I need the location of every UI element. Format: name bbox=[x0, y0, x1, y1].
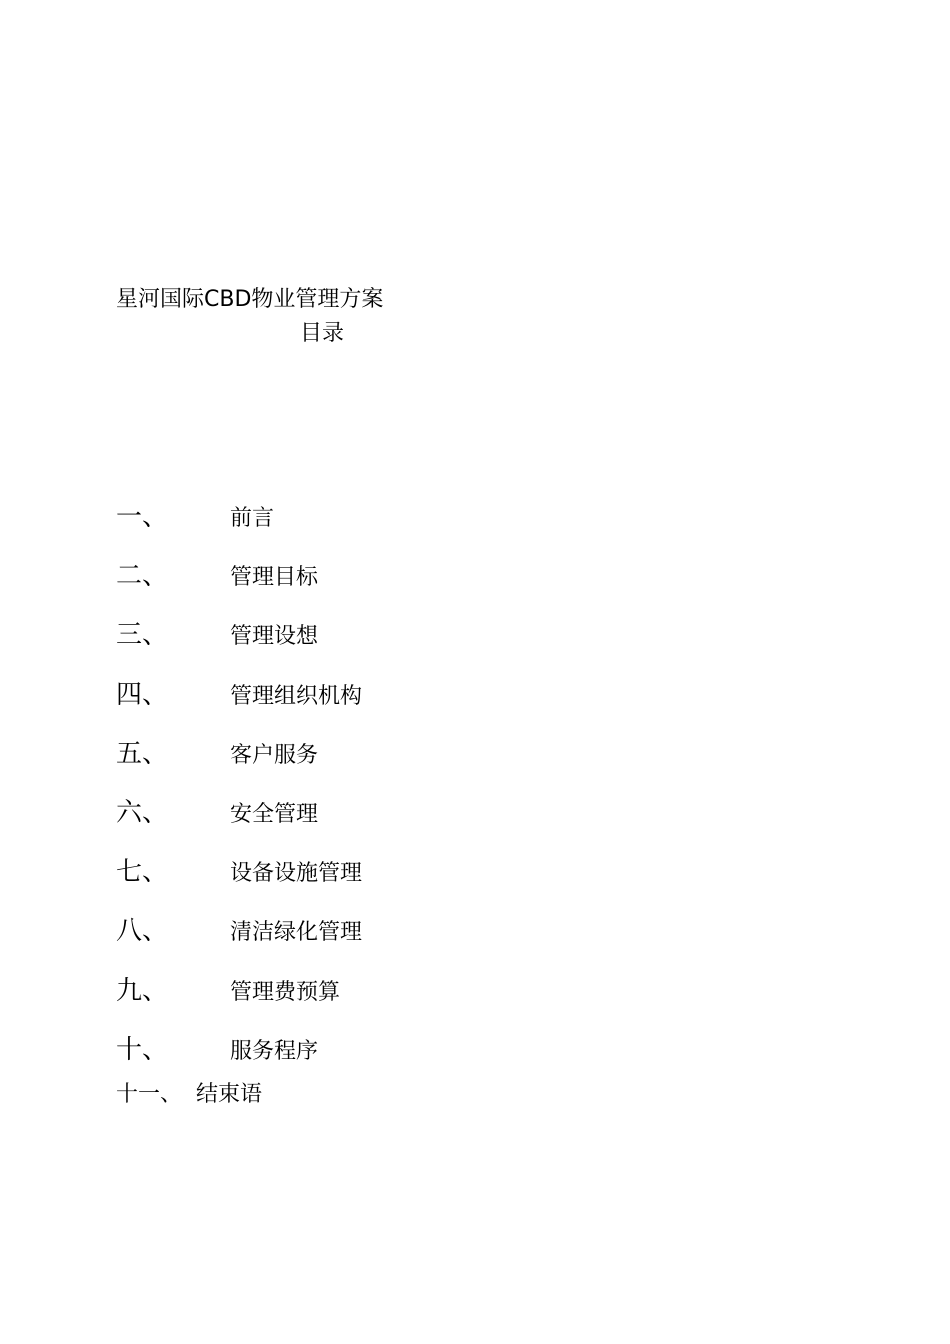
toc-item-number: 一、 bbox=[116, 502, 169, 532]
toc-item-7 bbox=[116, 855, 716, 914]
toc-item-number: 三、 bbox=[116, 620, 169, 651]
toc-item-label: 清洁绿化管理 bbox=[230, 920, 363, 946]
toc-item-label: 结束语 bbox=[196, 1082, 263, 1107]
toc-item-number: 二、 bbox=[116, 561, 169, 592]
document-title: 星河国际CBD物业管理方案 bbox=[116, 287, 384, 312]
toc-item-number: 四、 bbox=[116, 679, 169, 710]
toc-item-3 bbox=[116, 618, 716, 677]
toc-item-2 bbox=[116, 559, 716, 618]
toc-item-label: 前言 bbox=[230, 506, 275, 531]
toc-item-number: 十一、 bbox=[116, 1082, 183, 1107]
toc-item-label: 客户服务 bbox=[230, 742, 319, 768]
toc-item-1 bbox=[116, 500, 716, 559]
toc-list bbox=[116, 500, 716, 1092]
toc-item-number: 七、 bbox=[116, 857, 169, 888]
toc-item-number: 六、 bbox=[116, 797, 169, 828]
toc-item-label: 管理费预算 bbox=[230, 979, 341, 1005]
toc-item-label: 管理组织机构 bbox=[230, 683, 363, 709]
toc-item-9 bbox=[116, 974, 716, 1033]
toc-item-8 bbox=[116, 914, 716, 973]
toc-item-label: 设备设施管理 bbox=[230, 861, 363, 887]
toc-item-number: 八、 bbox=[116, 916, 169, 947]
toc-item-number: 五、 bbox=[116, 738, 169, 769]
toc-heading: 目录 bbox=[300, 321, 345, 346]
toc-item-label: 管理目标 bbox=[230, 565, 319, 591]
toc-item-number: 十、 bbox=[116, 1034, 169, 1065]
toc-item-label: 管理设想 bbox=[230, 624, 319, 650]
toc-item-4 bbox=[116, 678, 716, 737]
toc-item-6 bbox=[116, 796, 716, 855]
toc-item-5 bbox=[116, 737, 716, 796]
toc-item-number: 九、 bbox=[116, 975, 169, 1006]
toc-item-label: 安全管理 bbox=[230, 801, 319, 827]
toc-item-label: 服务程序 bbox=[230, 1038, 319, 1064]
